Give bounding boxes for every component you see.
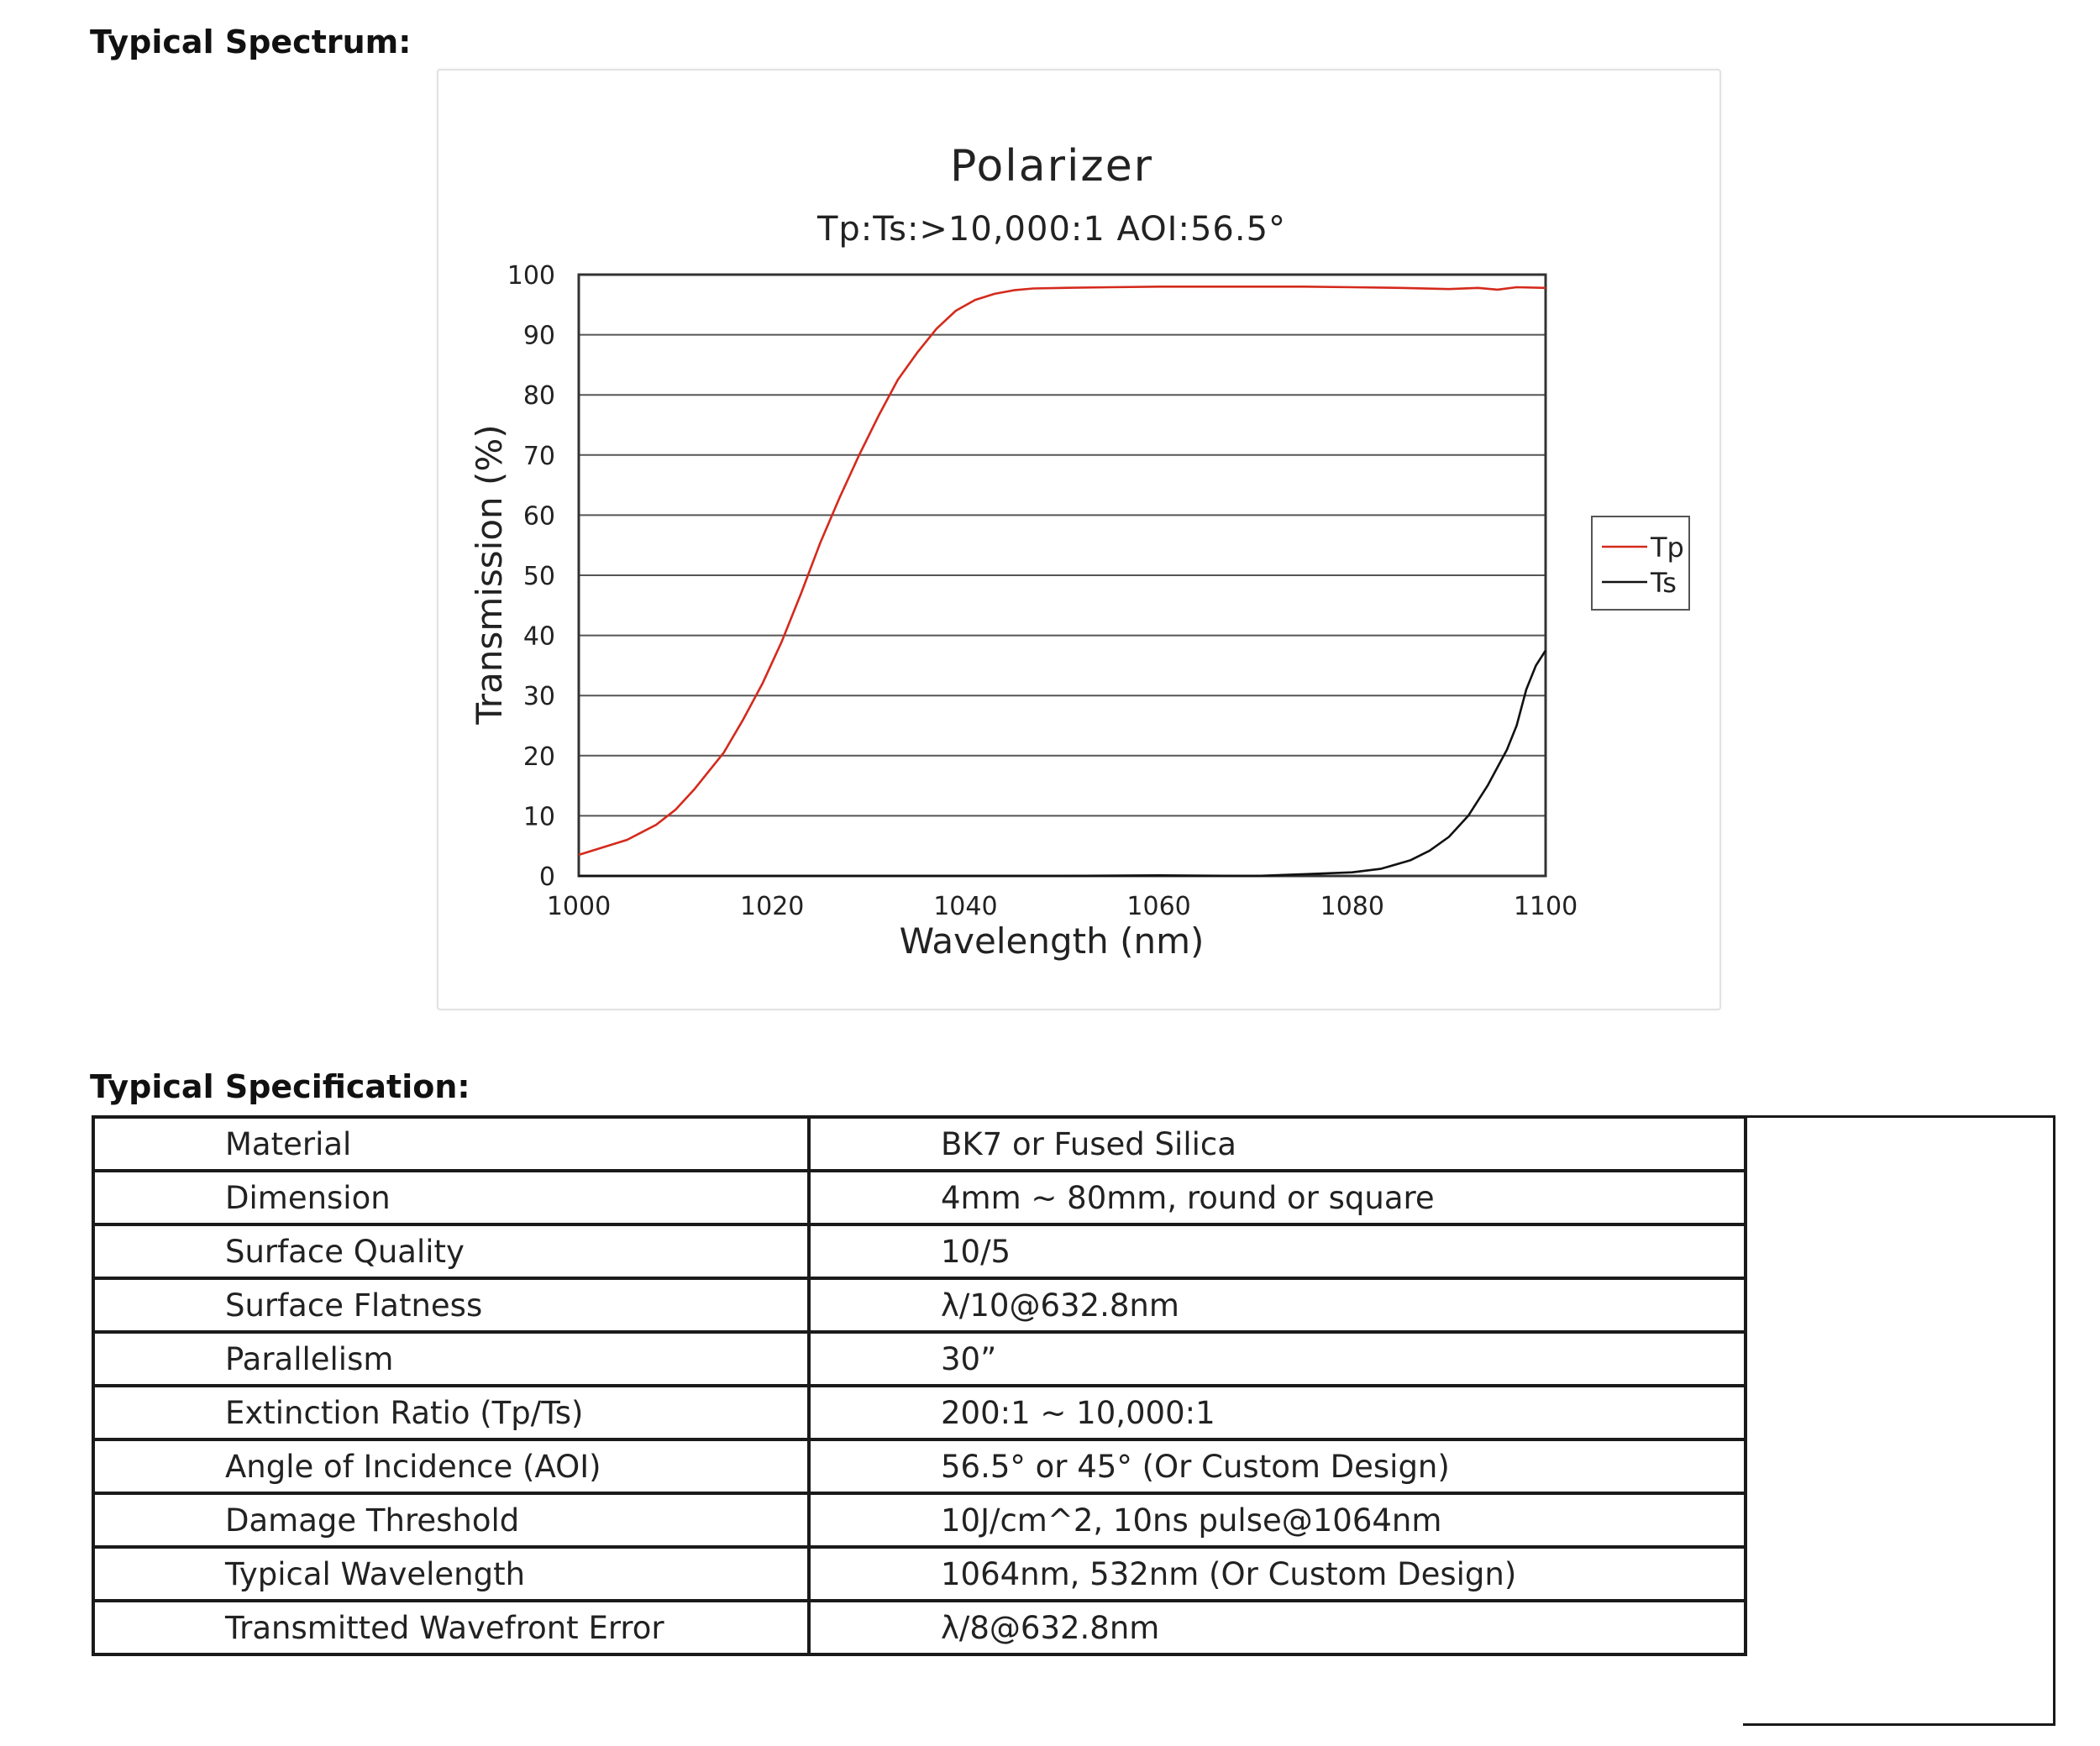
spec-property: Extinction Ratio (Tp/Ts)	[93, 1386, 809, 1439]
y-tick-label: 50	[522, 562, 555, 591]
spec-value: 10/5	[809, 1224, 1746, 1278]
specification-table	[92, 1115, 1747, 1656]
legend-label-ts: Ts	[1651, 567, 1677, 599]
table-row	[93, 1386, 1746, 1439]
y-tick-label: 30	[522, 682, 555, 712]
spec-property: Surface Quality	[93, 1224, 809, 1278]
spec-value: 56.5° or 45° (Or Custom Design)	[809, 1439, 1746, 1493]
legend-label-tp: Tp	[1651, 532, 1684, 564]
x-axis-label: Wavelength (nm)	[899, 920, 1205, 962]
table-row	[93, 1171, 1746, 1224]
x-tick-label: 1040	[933, 892, 998, 921]
x-tick-label: 1060	[1126, 892, 1191, 921]
chart-subtitle: Tp:Ts:>10,000:1 AOI:56.5°	[816, 210, 1287, 249]
y-tick-label: 40	[522, 621, 555, 652]
spec-value: 30”	[809, 1332, 1746, 1386]
chart-title: Polarizer	[949, 141, 1154, 191]
y-tick-label: 100	[507, 261, 555, 291]
x-tick-label: 1020	[740, 892, 805, 921]
specification-table-wrap	[92, 1115, 1747, 1656]
spec-property: Material	[93, 1117, 809, 1171]
y-tick-label: 10	[522, 802, 555, 832]
series-line-ts	[579, 651, 1546, 877]
spec-value: 10J/cm^2, 10ns pulse@1064nm	[809, 1493, 1746, 1547]
spectrum-chart-card	[437, 69, 1721, 1010]
spec-value: 4mm ~ 80mm, round or square	[809, 1171, 1746, 1224]
y-tick-label: 90	[522, 321, 555, 351]
y-tick-label: 80	[522, 381, 555, 412]
typical-specification-heading: Typical Specification:	[90, 1068, 470, 1105]
y-tick-label: 20	[522, 742, 555, 772]
x-tick-label: 1000	[546, 892, 612, 921]
table-row	[93, 1332, 1746, 1386]
spec-value: λ/10@632.8nm	[809, 1278, 1746, 1332]
table-row	[93, 1278, 1746, 1332]
spec-value: λ/8@632.8nm	[809, 1601, 1746, 1654]
spec-value: 200:1 ~ 10,000:1	[809, 1386, 1746, 1439]
spec-value: BK7 or Fused Silica	[809, 1117, 1746, 1171]
spec-property: Parallelism	[93, 1332, 809, 1386]
table-row	[93, 1117, 1746, 1171]
table-empty-column	[1743, 1115, 2055, 1726]
y-axis-label: Transmission (%)	[469, 424, 510, 725]
y-tick-label: 70	[522, 441, 555, 471]
table-row	[93, 1547, 1746, 1601]
series-line-tp	[579, 286, 1546, 855]
y-tick-label: 0	[538, 863, 555, 892]
table-row	[93, 1601, 1746, 1654]
spec-property: Dimension	[93, 1171, 809, 1224]
spec-property: Surface Flatness	[93, 1278, 809, 1332]
spec-property: Damage Threshold	[93, 1493, 809, 1547]
table-row	[93, 1493, 1746, 1547]
spectrum-chart	[438, 71, 1719, 1009]
spec-value: 1064nm, 532nm (Or Custom Design)	[809, 1547, 1746, 1601]
x-tick-label: 1080	[1320, 892, 1384, 921]
typical-spectrum-heading: Typical Spectrum:	[90, 24, 412, 60]
x-tick-label: 1100	[1513, 892, 1578, 921]
spec-property: Typical Wavelength	[93, 1547, 809, 1601]
spec-property: Angle of Incidence (AOI)	[93, 1439, 809, 1493]
y-tick-label: 60	[522, 501, 555, 532]
table-row	[93, 1439, 1746, 1493]
table-row	[93, 1224, 1746, 1278]
spec-property: Transmitted Wavefront Error	[93, 1601, 809, 1654]
